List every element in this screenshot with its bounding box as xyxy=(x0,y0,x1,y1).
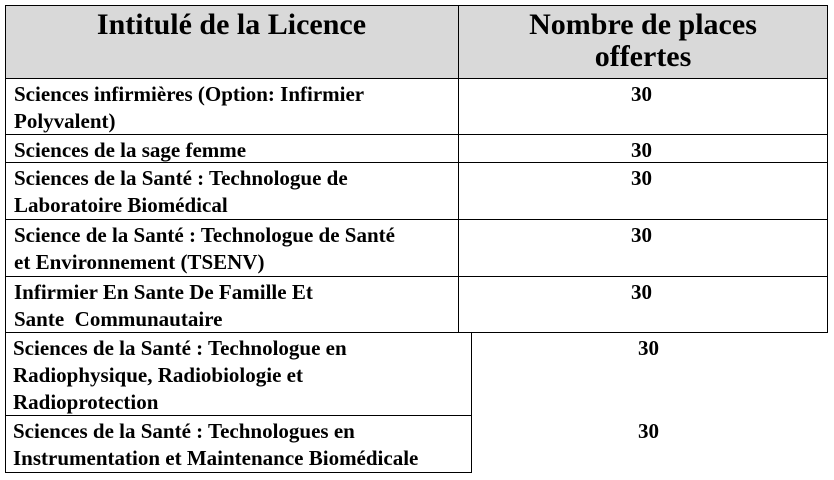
table-row-name xyxy=(10,220,458,276)
table-row-places: 30 xyxy=(631,223,652,247)
table-border xyxy=(471,332,472,473)
row-name-line: Sante Communautaire xyxy=(14,307,223,331)
header-places-line-1: Nombre de places xyxy=(529,8,757,41)
row-name-line: Sciences infirmières (Option: Infirmier xyxy=(14,82,365,106)
table-border xyxy=(5,162,828,163)
table-row-name xyxy=(9,333,471,415)
row-name-line: Laboratoire Biomédical xyxy=(14,193,228,217)
row-name-line: Sciences de la sage femme xyxy=(14,138,247,162)
table-row-places: 30 xyxy=(631,82,652,106)
table-border xyxy=(827,5,828,333)
row-name-line: Radioprotection xyxy=(13,390,159,414)
table-border xyxy=(5,78,828,79)
table-border xyxy=(5,5,828,6)
table-border xyxy=(5,472,471,473)
table-row-places: 30 xyxy=(638,336,659,360)
table-row-name xyxy=(10,135,458,163)
table-row-name xyxy=(10,277,458,333)
header-cell-title xyxy=(5,5,458,78)
table-border xyxy=(5,219,828,220)
table-border xyxy=(5,332,6,473)
table-row-name xyxy=(10,163,458,219)
table-border xyxy=(5,276,828,277)
table-row-name xyxy=(10,79,458,134)
table-row-name xyxy=(9,416,471,472)
table-border xyxy=(5,332,828,333)
table-row-places: 30 xyxy=(631,166,652,190)
table-border xyxy=(5,415,471,416)
row-name-line: et Environnement (TSENV) xyxy=(14,250,265,274)
table-row-places: 30 xyxy=(631,280,652,304)
table-border xyxy=(5,134,828,135)
row-name-line: Science de la Santé : Technologue de Santé xyxy=(14,223,395,247)
row-name-line: Sciences de la Santé : Technologues en xyxy=(13,419,355,443)
table-border xyxy=(458,5,459,333)
row-name-line: Infirmier En Sante De Famille Et xyxy=(14,280,313,304)
header-cell-places xyxy=(458,5,828,78)
row-name-line: Instrumentation et Maintenance Biomédicale xyxy=(13,446,419,470)
row-name-line: Sciences de la Santé : Technologue en xyxy=(13,336,347,360)
row-name-line: Polyvalent) xyxy=(14,109,116,133)
table-row-places: 30 xyxy=(638,419,659,443)
table-border xyxy=(5,5,6,333)
header-title-label: Intitulé de la Licence xyxy=(96,8,367,41)
row-name-line: Radiophysique, Radiobiologie et xyxy=(13,363,303,387)
table-row-places: 30 xyxy=(631,138,652,162)
row-name-line: Sciences de la Santé : Technologue de xyxy=(14,166,348,190)
header-places-line-2: offertes xyxy=(594,40,692,73)
